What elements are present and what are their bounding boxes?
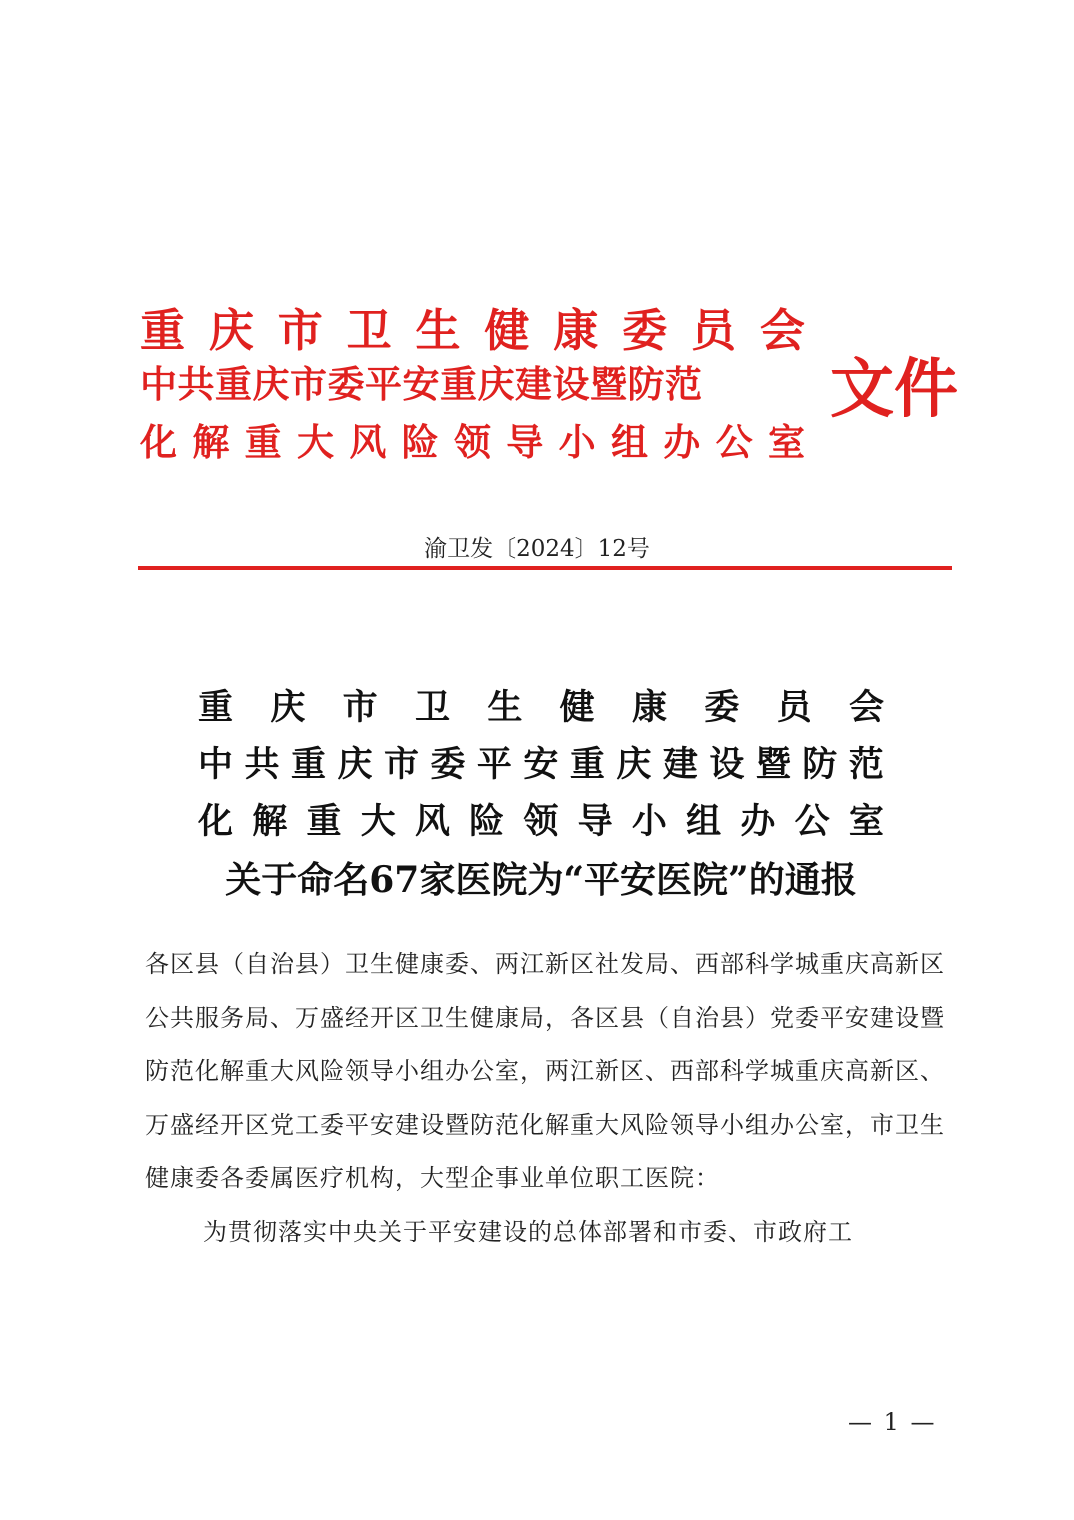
title-line-2 [198,737,884,787]
title-char: 平 [476,744,512,785]
letterhead-char: 解 [192,420,230,464]
letterhead-char: 化 [140,420,177,464]
letterhead-char: 健 [484,304,530,357]
letterhead-char: 风 [349,420,387,464]
letterhead-char: 组 [610,420,648,464]
title-char: 办 [740,801,776,842]
title-char: 领 [523,801,559,842]
title-char: 导 [577,801,613,842]
letterhead-char: 康 [553,304,599,357]
title-char: 康 [631,687,667,728]
title-char: 市 [342,687,378,728]
title-char: 公 [794,801,830,842]
title-line-4: 关于命名67家医院为“平安医院”的通报 [225,859,857,901]
title-char: 防 [802,744,838,785]
letterhead-char: 领 [453,420,491,464]
letterhead-line-2: 中共重庆市委平安重庆建设暨防范 [140,362,703,406]
addressees-paragraph: 各区县（自治县）卫生健康委、两江新区社发局、西部科学城重庆高新区公共服务局、万盛经开区卫生健康局，各区县（自治县）党委平安建设暨防范化解重大风险领导小组办公室，两江新区、西部科学城重庆高新区、万盛经开区党工委平安建设暨防范化解重大风险领导小组办公室，市卫生健康委各委属医疗机构，大型企事业单位职工医院： [145,950,945,1192]
letterhead-char: 办 [663,420,701,464]
body-text [145,938,945,1259]
title-char: 卫 [414,687,450,728]
letterhead-char: 室 [767,420,805,464]
title-char: 委 [704,687,740,728]
title-char: 安 [523,744,559,785]
title-char: 组 [686,801,722,842]
title-line-1 [198,680,884,730]
body-paragraph-1: 为贯彻落实中央关于平安建设的总体部署和市委、市政府工 [203,1217,853,1246]
title-char: 建 [662,744,698,785]
title-char: 重 [290,744,326,785]
letterhead-char: 重 [140,304,186,357]
letterhead-char: 庆 [208,304,254,357]
letterhead-char: 生 [415,304,461,357]
title-char: 庆 [616,744,652,785]
title-char: 暨 [755,744,791,785]
red-divider [138,566,952,570]
letterhead-char: 大 [296,420,334,464]
title-char: 庆 [270,687,306,728]
page-number: — 1 — [848,1408,937,1436]
title-char: 重 [569,744,605,785]
title-char: 委 [430,744,466,785]
letterhead-char: 小 [558,420,596,464]
letterhead-char: 重 [244,420,282,464]
letterhead-char: 导 [506,420,544,464]
document-number: 渝卫发〔2024〕12号 [424,536,650,562]
title-char: 险 [469,801,505,842]
letterhead-line-1 [140,294,805,359]
title-char: 中 [198,744,234,785]
title-char: 共 [244,744,280,785]
title-char: 重 [306,801,342,842]
title-char: 生 [487,687,523,728]
title-char: 庆 [337,744,373,785]
letterhead-line-3 [140,412,805,466]
letterhead-wenjian: 文件 [830,352,958,427]
title-char: 解 [252,801,288,842]
title-char: 范 [848,744,884,785]
letterhead-char: 会 [759,304,805,357]
title-char: 重 [198,687,234,728]
title-char: 大 [360,801,396,842]
title-char: 小 [631,801,667,842]
letterhead-char: 委 [622,304,668,357]
title-char: 市 [383,744,419,785]
title-char: 员 [776,687,812,728]
title-char: 室 [848,801,884,842]
letterhead-char: 险 [401,420,439,464]
title-char: 化 [198,801,234,842]
letterhead [140,290,960,464]
letterhead-char: 卫 [346,304,392,357]
title-line-3 [198,794,884,844]
title-char: 健 [559,687,595,728]
title-char: 风 [414,801,450,842]
title-char: 会 [848,687,884,728]
letterhead-char: 公 [715,420,753,464]
letterhead-char: 员 [691,304,737,357]
letterhead-char: 市 [277,304,323,357]
title-char: 设 [709,744,745,785]
